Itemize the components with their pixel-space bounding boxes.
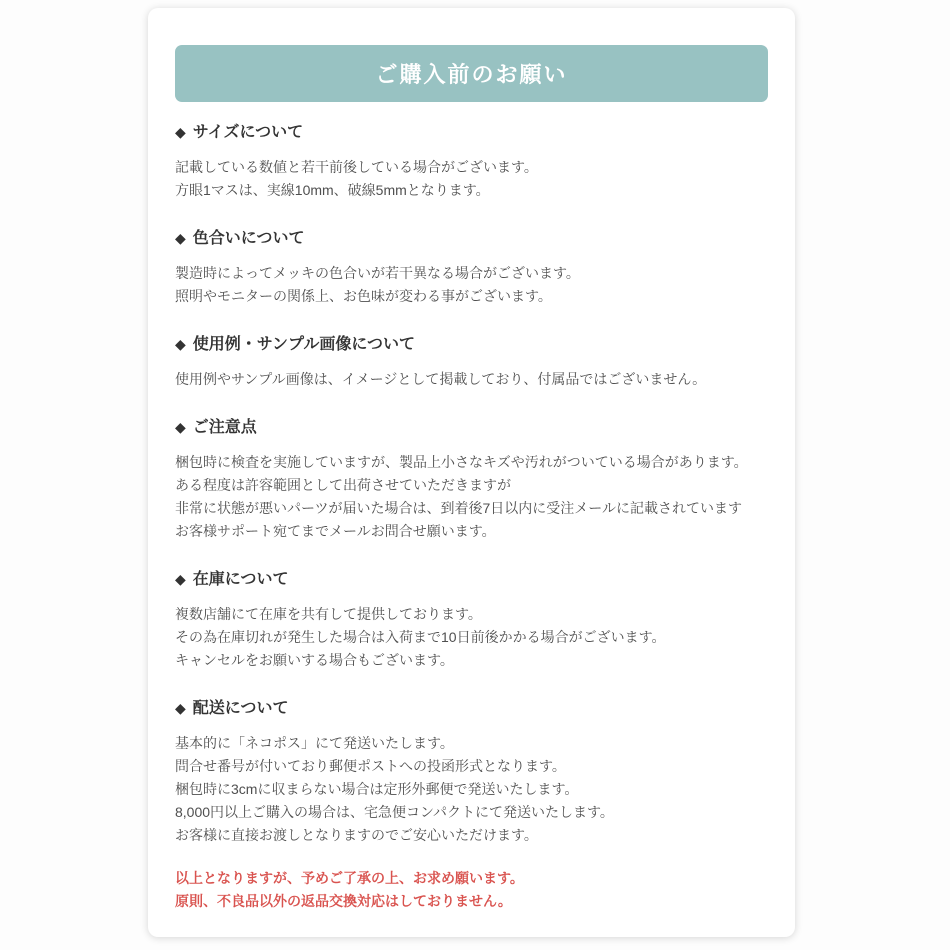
section-heading-label: 在庫について <box>192 571 289 588</box>
section-text-line: 梱包時に検査を実施していますが、製品上小さなキズや汚れがついている場合があります。 <box>175 454 748 470</box>
section-text-line: 基本的に「ネコポス」にて発送いたします。 <box>175 735 454 751</box>
section-heading-label: 配送について <box>192 700 289 717</box>
section-text-line: 使用例やサンプル画像は、イメージとして掲載しており、付属品ではございません。 <box>175 371 707 387</box>
section-size <box>175 124 768 202</box>
diamond-bullet-icon: ◆ <box>175 124 186 140</box>
section-text-line: 複数店舗にて在庫を共有して提供しております。 <box>175 606 482 622</box>
section-text-line: 問合せ番号が付いており郵便ポストへの投函形式となります。 <box>175 758 566 774</box>
section-text-line: 非常に状態が悪いパーツが届いた場合は、到着後7日以内に受注メールに記載されています <box>175 500 742 516</box>
section-color <box>175 230 768 308</box>
section-text-line: お客様に直接お渡しとなりますのでご安心いただけます。 <box>175 827 538 843</box>
section-sample-images <box>175 336 768 391</box>
section-heading <box>175 419 768 436</box>
section-heading-label: 色合いについて <box>192 230 305 247</box>
section-text-line: お客様サポート宛てまでメールお問合せ願います。 <box>175 523 496 539</box>
section-shipping <box>175 700 768 847</box>
diamond-bullet-icon: ◆ <box>175 230 186 246</box>
warning-text-line: 以上となりますが、予めご了承の上、お求め願います。 <box>175 870 524 886</box>
section-text-line: 照明やモニターの関係上、お色味が変わる事がございます。 <box>175 288 552 304</box>
section-text-line: 梱包時に3cmに収まらない場合は定形外郵便で発送いたします。 <box>175 781 579 797</box>
section-text-line: 方眼1マスは、実線10mm、破線5mmとなります。 <box>175 182 490 198</box>
section-stock <box>175 571 768 672</box>
section-heading <box>175 571 768 588</box>
warning-text-line: 原則、不良品以外の返品交換対応はしておりません。 <box>175 893 512 909</box>
section-heading <box>175 336 768 353</box>
diamond-bullet-icon: ◆ <box>175 700 186 716</box>
section-heading <box>175 700 768 717</box>
footer-warning <box>175 867 768 913</box>
section-text-line: 製造時によってメッキの色合いが若干異なる場合がございます。 <box>175 265 580 281</box>
section-heading-label: サイズについて <box>192 124 304 141</box>
title-banner <box>175 45 768 102</box>
diamond-bullet-icon: ◆ <box>175 419 186 435</box>
section-text-line: 記載している数値と若干前後している場合がございます。 <box>175 159 538 175</box>
diamond-bullet-icon: ◆ <box>175 336 186 352</box>
purchase-notice-card <box>148 8 795 937</box>
section-text-line: その為在庫切れが発生した場合は入荷まで10日前後かかる場合がございます。 <box>175 629 666 645</box>
section-heading-label: ご注意点 <box>192 419 257 436</box>
section-text-line: ある程度は許容範囲として出荷させていただきますが <box>175 477 511 493</box>
page-title: ご購入前のお願い <box>375 62 568 87</box>
section-heading-label: 使用例・サンプル画像について <box>192 336 416 353</box>
section-text-line: キャンセルをお願いする場合もございます。 <box>175 652 454 668</box>
section-heading <box>175 124 768 141</box>
section-text-line: 8,000円以上ご購入の場合は、宅急便コンパクトにて発送いたします。 <box>175 804 614 820</box>
section-heading <box>175 230 768 247</box>
section-cautions <box>175 419 768 543</box>
diamond-bullet-icon: ◆ <box>175 571 186 587</box>
